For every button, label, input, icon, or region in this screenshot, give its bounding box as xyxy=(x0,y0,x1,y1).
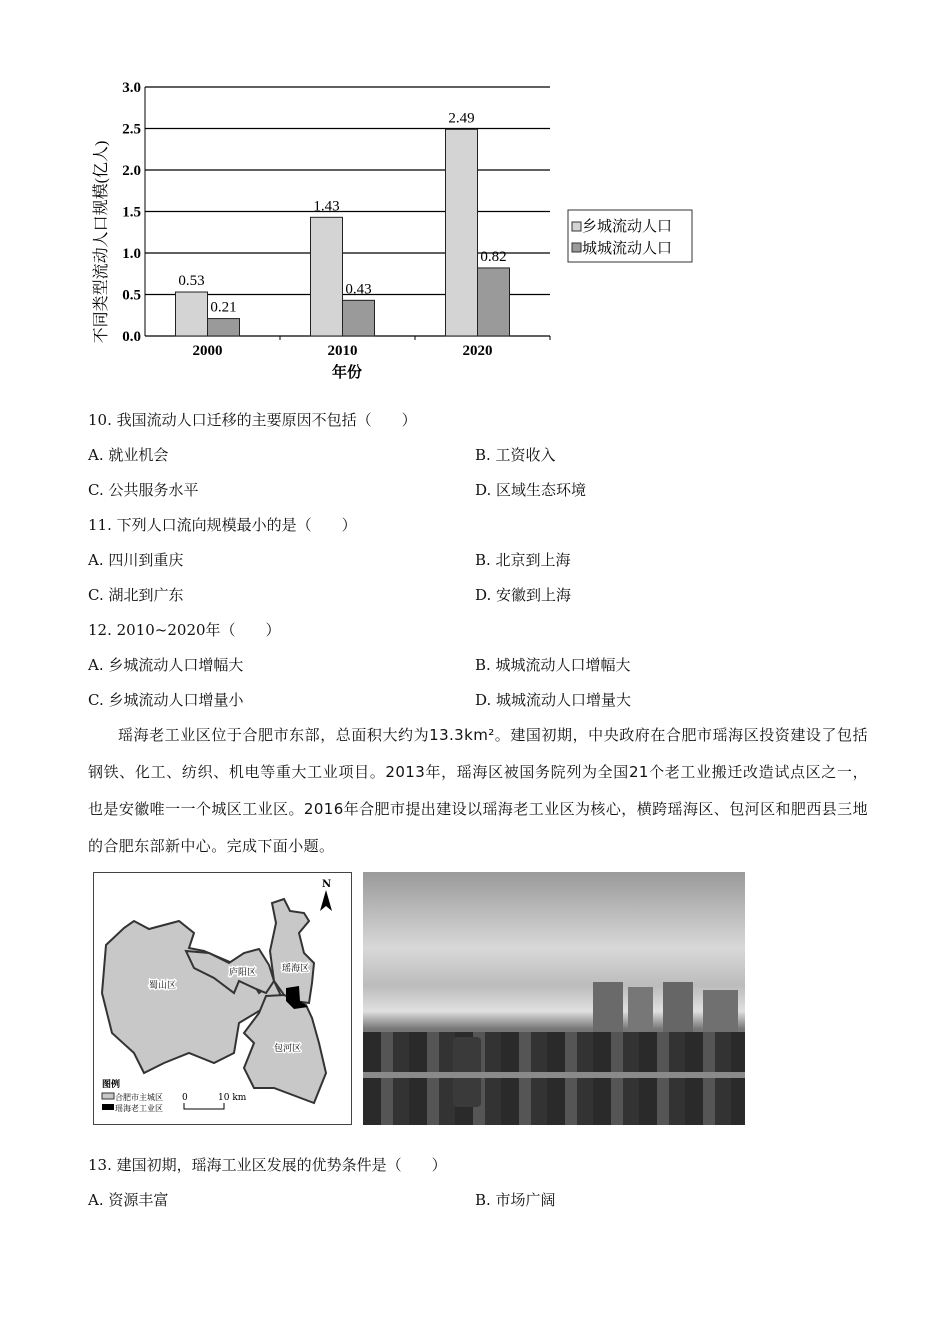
legend-label-urban-urban: 城城流动人口 xyxy=(582,241,673,257)
y-tick-label: 3.0 xyxy=(122,80,141,96)
district-label-luyang: 庐阳区 xyxy=(229,968,257,978)
question-stem: 11. 下列人口流向规模最小的是（ ） xyxy=(88,516,357,534)
answer-option[interactable]: B. 城城流动人口增幅大 xyxy=(475,656,631,674)
answer-option[interactable]: B. 工资收入 xyxy=(475,446,556,464)
district-label-yaohai: 瑶海区 xyxy=(282,964,310,974)
y-tick-label: 2.5 xyxy=(122,121,141,138)
industrial-zone-photo xyxy=(363,872,745,1125)
answer-option[interactable]: D. 区域生态环境 xyxy=(475,481,587,499)
scale-start: 0 xyxy=(182,1093,188,1103)
y-tick-label: 0.5 xyxy=(122,287,141,304)
x-tick-label: 2000 xyxy=(192,343,223,359)
bar-2000-1 xyxy=(208,319,240,336)
passage-text: 瑶海老工业区位于合肥市东部，总面积大约为13.3km²。建国初期，中央政府在合肥市瑶海区投资建设了包括钢铁、化工、纺织、机电等重大工业项目。2013年，瑶海区被国务院列为全国21个老工业搬迁改造试点区之一，也是安徽唯一一个城区工业区。2016年合肥市提出建设以瑶海老工业区为核心，横跨瑶海区、包河区和肥西县三地的合肥东部新中心。完成下面小题。 xyxy=(88,726,868,855)
north-arrow-label: N xyxy=(322,879,332,890)
bar-2020-0 xyxy=(446,129,478,336)
bar-2010-0 xyxy=(311,217,343,336)
north-arrow-icon xyxy=(320,890,332,911)
hefei-district-map xyxy=(93,872,352,1125)
bar-2020-1 xyxy=(478,268,510,336)
bar-value-label: 2.49 xyxy=(448,110,475,127)
y-tick-label: 0.0 xyxy=(122,329,141,345)
y-axis-label: 不同类型流动人口规模(亿人) xyxy=(93,140,110,344)
question-stem: 10. 我国流动人口迁移的主要原因不包括（ ） xyxy=(88,411,417,429)
bar-value-label: 1.43 xyxy=(313,198,340,215)
x-tick-label: 2010 xyxy=(327,343,358,359)
scale-bar xyxy=(184,1103,224,1109)
legend-label-rural-urban: 乡城流动人口 xyxy=(582,219,673,235)
map-legend-urban: 合肥市主城区 xyxy=(115,1093,163,1102)
answer-option[interactable]: C. 湖北到广东 xyxy=(88,586,184,604)
bar-2000-0 xyxy=(176,292,208,336)
district-label-shushan: 蜀山区 xyxy=(149,981,177,991)
chart-legend xyxy=(568,210,692,262)
answer-option[interactable]: A. 四川到重庆 xyxy=(88,551,184,569)
scale-end: 10 km xyxy=(218,1093,247,1103)
bar-value-label: 0.21 xyxy=(210,299,237,316)
question-stem: 12. 2010~2020年（ ） xyxy=(88,621,281,639)
bar-2010-1 xyxy=(343,300,375,336)
migration-bar-chart xyxy=(80,70,720,390)
x-axis-label: 年份 xyxy=(331,365,363,381)
answer-option[interactable]: A. 资源丰富 xyxy=(88,1191,169,1209)
y-tick-label: 1.5 xyxy=(122,204,141,221)
answer-option[interactable]: B. 市场广阔 xyxy=(475,1191,556,1209)
x-tick-label: 2020 xyxy=(462,343,493,359)
legend-swatch-urban-urban xyxy=(572,243,581,252)
question-stem: 13. 建国初期，瑶海工业区发展的优势条件是（ ） xyxy=(88,1156,447,1174)
answer-option[interactable]: C. 公共服务水平 xyxy=(88,481,199,499)
answer-option[interactable]: A. 就业机会 xyxy=(88,446,169,464)
answer-option[interactable]: C. 乡城流动人口增量小 xyxy=(88,691,244,709)
y-tick-label: 2.0 xyxy=(122,163,141,179)
bar-value-label: 0.43 xyxy=(345,281,372,298)
map-legend-industrial: 瑶海老工业区 xyxy=(115,1104,163,1113)
district-label-baohe: 包河区 xyxy=(274,1044,302,1054)
map-legend-title: 图例 xyxy=(102,1080,121,1090)
bar-value-label: 0.82 xyxy=(480,248,507,265)
answer-option[interactable]: B. 北京到上海 xyxy=(475,551,571,569)
answer-option[interactable]: D. 城城流动人口增量大 xyxy=(475,691,632,709)
bar-value-label: 0.53 xyxy=(178,273,205,290)
y-tick-label: 1.0 xyxy=(122,246,141,262)
answer-option[interactable]: A. 乡城流动人口增幅大 xyxy=(88,656,244,674)
answer-option[interactable]: D. 安徽到上海 xyxy=(475,586,572,604)
legend-swatch-rural-urban xyxy=(572,222,581,231)
